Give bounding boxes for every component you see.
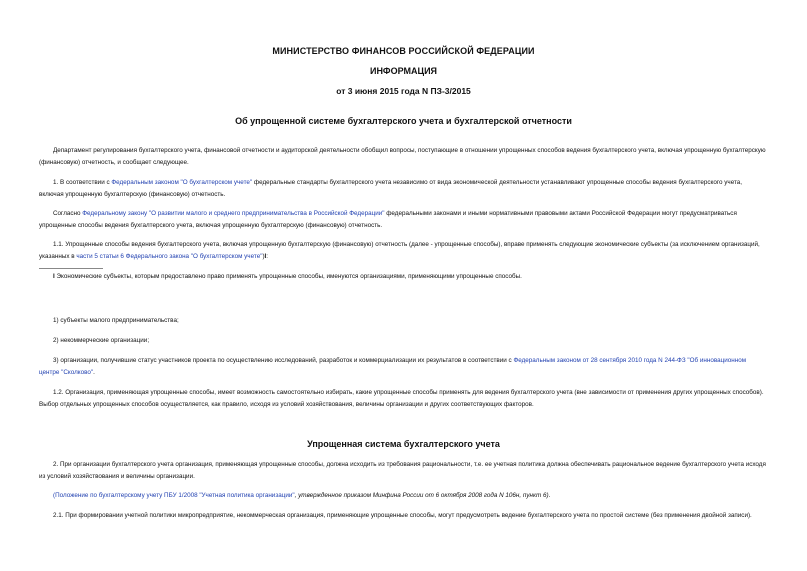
document-date-number: от 3 июня 2015 года N ПЗ-3/2015 (336, 86, 471, 96)
footnote-text: Экономические субъекты, которым предоставлено право применять упрощенные способы, именуются организациями, применяющими упрощенные способы. (56, 273, 522, 280)
list-item-3-text-b: . (93, 368, 95, 376)
section-title: Упрощенная система бухгалтерского учета (307, 439, 500, 449)
list-item-3-text-a: 3) организации, получившие статус участников проекта по осуществлению исследований, разработок и коммерциализации их результатов в соответствии с (53, 357, 514, 364)
paragraph-2: 2. При организации бухгалтерского учета организация, применяющая упрощенные способы, должна исходить из требования рациональности, т.е. ее учетная политика должна обеспечивать рациональное ведение бухгалтерского учета исходя из условий хозяйствования и величины организации. (39, 461, 766, 480)
paragraph-1-cont-text-a: Согласно (53, 210, 83, 217)
paragraph-1-cont-text-b: федеральными законами и иными нормативными правовыми актами Российской Федерации могут предусматриваться упрощенные способы ведения бухгалтерского учета, включая упрощенную бухгалтерскую (финансовую) отчетность. (39, 210, 737, 229)
document-title: Об упрощенной системе бухгалтерского учета и бухгалтерской отчетности (235, 116, 572, 126)
link-article-6-part-5[interactable]: части 5 статьи 6 Федерального закона "О бухгалтерском учете" (76, 252, 263, 260)
paragraph-1-cont (39, 208, 767, 231)
paragraph-1-text-a: 1. В соответствии с (53, 179, 112, 186)
source-reference-text: , утвержденное приказом Минфина России от 6 октября 2008 года N 106н, пункт 6) (294, 492, 549, 499)
paragraph-1-1 (39, 239, 767, 262)
paragraph-source-reference (39, 490, 767, 502)
paragraph-1-text-b: федеральные стандарты бухгалтерского учета независимо от вида экономической деятельности устанавливают упрощенные способы ведения бухгалтерского учета, включая упрощенную бухгалтерскую (финансовую) отчетность. (39, 179, 743, 198)
paragraph-1-1-text-c: : (266, 252, 269, 260)
list-item-3 (39, 355, 767, 378)
paragraph-1-2: 1.2. Организация, применяющая упрощенные способы, имеет возможность самостоятельно избирать, какие упрощенные способы применять для ведения бухгалтерского учета (вне зависимости от применения других упрощенных способов). Выбор отдельных упрощенных способов осуществляется, как правило, исходя из условий хозяйствования, величины организации и других соответствующих факторов. (39, 389, 764, 408)
paragraph-intro: Департамент регулирования бухгалтерского учета, финансовой отчетности и аудиторской деятельности обобщил вопросы, поступающие в отношении упрощенных способов ведения бухгалтерского учета, включая упрощенную бухгалтерскую (финансовую) отчетность, и сообщает следующее. (39, 147, 766, 166)
paragraph-1-1-text-a: 1.1. Упрощенные способы ведения бухгалтерского учета, включая упрощенную бухгалтерскую (финансовую) отчетность (далее - упрощенные способы), вправе применять следующие экономические субъекты (за исключением организаций, указанных в (39, 241, 760, 260)
list-item-2: 2) некоммерческие организации; (53, 337, 150, 344)
footnote-marker[interactable]: I (264, 252, 267, 260)
list-item-1: 1) субъекты малого предпринимательства; (53, 317, 179, 324)
footnote-mark: I (53, 273, 55, 280)
paragraph-2-1: 2.1. При формировании учетной политики микропредприятие, некоммерческая организация, применяющие упрощенные способы, могут предусмотреть ведение бухгалтерского учета по простой системе (без применения двойной записи). (53, 512, 752, 519)
link-federal-law-small-business[interactable]: Федеральному закону "О развитии малого и среднего предпринимательства в Российской Федерации" (82, 210, 385, 217)
link-pbu-1-2008[interactable]: (Положение по бухгалтерскому учету ПБУ 1/2008 "Учетная политика организации" (53, 492, 295, 499)
link-federal-law-accounting[interactable]: Федеральным законом "О бухгалтерском учете" (111, 179, 253, 186)
link-skolkovo-law[interactable]: Федеральным законом от 28 сентября 2010 года N 244-ФЗ "Об инновационном центре "Сколково" (39, 357, 747, 376)
paragraph-1 (39, 177, 767, 200)
paragraph-1-1-text-b: ) (262, 252, 265, 260)
footnote-separator (39, 268, 103, 269)
footnote (39, 271, 767, 283)
source-reference-end: . (548, 492, 551, 499)
ministry-heading: МИНИСТЕРСТВО ФИНАНСОВ РОССИЙСКОЙ ФЕДЕРАЦИИ (272, 46, 535, 56)
document-type-heading: ИНФОРМАЦИЯ (369, 66, 438, 76)
